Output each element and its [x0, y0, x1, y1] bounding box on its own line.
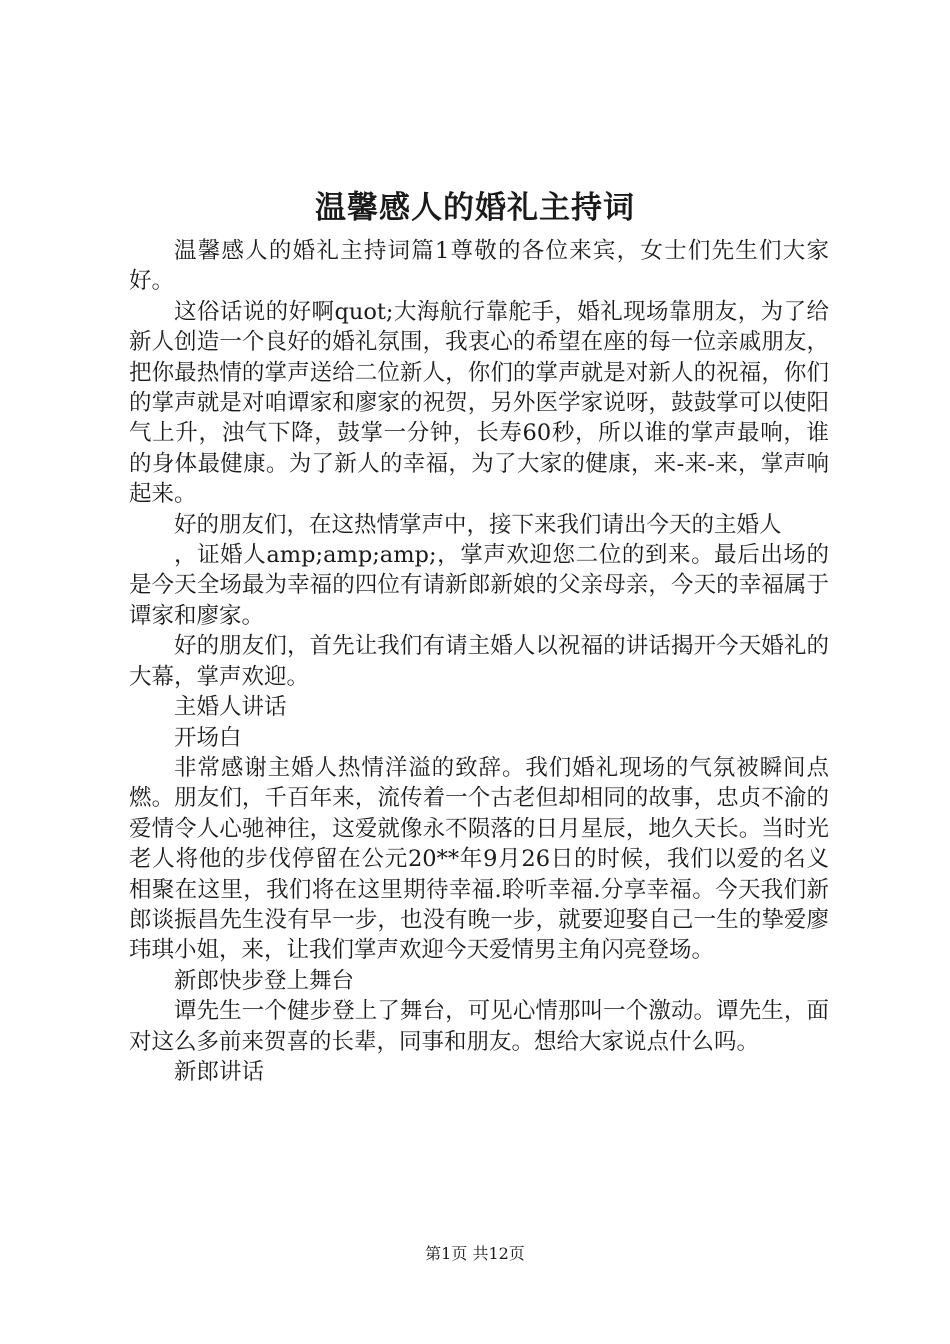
- paragraph: 这俗话说的好啊quot;大海航行靠舵手，婚礼现场靠朋友，为了给新人创造一个良好的婚礼氛围，我衷心的希望在座的每一位亲戚朋友，把你最热情的掌声送给二位新人，你们的掌声就是对新人的祝福，你们的掌声就是对咱谭家和廖家的祝贺，另外医学家说呀，鼓鼓掌可以使阳气上升，浊气下降，鼓掌一分钟，长寿60秒，所以谁的掌声最响，谁的身体最健康。为了新人的幸福，为了大家的健康，来-来-来，掌声响起来。: [129, 298, 829, 508]
- section-heading: 开场白: [174, 724, 242, 751]
- section-heading: 新郎讲话: [174, 1058, 265, 1085]
- page-number: 第1页 共12页: [425, 1244, 525, 1263]
- document-body: [129, 236, 829, 1087]
- paragraph: 好的朋友们，首先让我们有请主婚人以祝福的讲话揭开今天婚礼的大幕，掌声欢迎。: [129, 633, 829, 690]
- paragraph: ，证婚人amp;amp;amp;，掌声欢迎您二位的到来。最后出场的是今天全场最为幸福的四位有请新郎新娘的父亲母亲，今天的幸福属于谭家和廖家。: [129, 542, 829, 629]
- section-heading: 新郎快步登上舞台: [174, 967, 355, 994]
- paragraph: 好的朋友们，在这热情掌声中，接下来我们请出今天的主婚人: [174, 511, 782, 538]
- paragraph: 谭先生一个健步登上了舞台，可见心情那叫一个激动。谭先生，面对这么多前来贺喜的长辈，同事和朋友。想给大家说点什么吗。: [129, 998, 829, 1055]
- paragraph: 非常感谢主婚人热情洋溢的致辞。我们婚礼现场的气氛被瞬间点燃。朋友们，千百年来，流传着一个古老但却相同的故事，忠贞不渝的爱情令人心驰神往，这爱就像永不陨落的日月星辰，地久天长。当时光老人将他的步伐停留在公元20**年9月26日的时候，我们以爱的名义相聚在这里，我们将在这里期待幸福.聆听幸福.分享幸福。今天我们新郎谈振昌先生没有早一步，也没有晚一步，就要迎娶自己一生的挚爱廖玮琪小姐，来，让我们掌声欢迎今天爱情男主角闪亮登场。: [129, 754, 829, 964]
- section-heading: 主婚人讲话: [174, 694, 287, 721]
- paragraph: 温馨感人的婚礼主持词篇1尊敬的各位来宾，女士们先生们大家好。: [129, 238, 829, 295]
- document-title: 温馨感人的婚礼主持词: [315, 190, 635, 226]
